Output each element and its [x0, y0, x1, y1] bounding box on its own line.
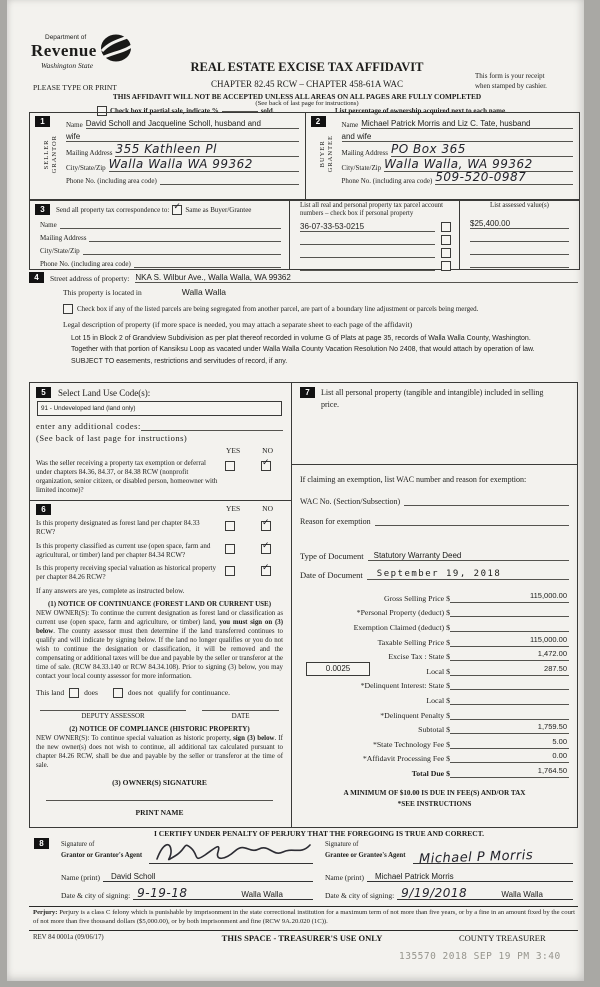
- does-label: does: [84, 688, 98, 698]
- street-address-label: Street address of property:: [50, 274, 130, 283]
- personal-property-field[interactable]: [292, 410, 577, 465]
- land-use-code-select[interactable]: 91 - Undeveloped land (land only): [37, 401, 282, 416]
- deputy-assessor-date-line[interactable]: DATE: [202, 710, 279, 720]
- ownership-note: List percentage of ownership acquired next to each name.: [335, 107, 507, 115]
- affidavit-processing-fee-value[interactable]: 0.00: [450, 751, 569, 763]
- type-of-document-field[interactable]: Statutory Warranty Deed: [368, 551, 569, 561]
- checkmark-icon: ✓: [262, 518, 270, 529]
- assessed-value-field-2[interactable]: [470, 241, 569, 242]
- notice-compliance-text: NEW OWNER(S): To continue special valuation as historic property, sign (3) below. If the new owner(s) does not wish to continue, all additional tax calculated pursuant to chapter 84.26 RCW, shall be due and payable by the seller or transferor at the time of sale.: [36, 734, 283, 769]
- print-name-heading: PRINT NAME: [135, 807, 184, 817]
- parcel-column: [290, 200, 460, 269]
- seller-buyer-section: [29, 112, 580, 201]
- forest-no-checkbox[interactable]: [261, 518, 271, 531]
- excise-tax-state-value[interactable]: 1,472.00: [450, 649, 569, 661]
- grantor-agent-label: Grantor or Grantor's Agent: [61, 851, 143, 859]
- notice-continuance-text: NEW OWNER(S): To continue the current designation as forest land or classification as current use (open space, farm and agriculture, or timber) land, you must sign on (3) below. The county assessor must then determine if the land transferred continues to qualify and will indicate by signing below. If the land no longer qualifies or you do not wish to continue the designation or classification, it will be removed and the compensating or additional taxes will be due and payable by the seller or transferor at the time of sale. (RCW 84.33.140 or RCW 84.34.108). Prior to signing (3) below, you may contact your local county assessor for more information.: [36, 609, 283, 680]
- grantee-signature-block: [325, 840, 573, 900]
- tax-line-personal-property: *Personal Property (deduct) $: [300, 603, 569, 618]
- perjury-note: Perjury: Perjury is a class C felony which is punishable by imprisonment in the state correctional institution for a maximum term of not more than five years, or by a fine in an amount fixed by the court of not more than five thousand dollars ($5,000.00), or by both imprisonment and fine (RCW 9A.20.020 (1C)).: [33, 909, 575, 926]
- legal-description-label: Legal description of property (if more space is needed, you may attach a separate sheet to each page of the affidavit): [63, 320, 413, 329]
- seller-csz-label: City/State/Zip: [66, 164, 106, 172]
- current-use-no-checkbox[interactable]: [261, 540, 271, 554]
- tax-line-delinquent-penalty: *Delinquent Penalty $: [300, 705, 569, 720]
- revenue-swoosh-icon: [99, 32, 133, 66]
- exemption-no-checkbox[interactable]: [261, 458, 271, 471]
- located-in-label: This property is located in: [63, 288, 142, 297]
- parcel-number-field[interactable]: 36-07-33-53-0215: [300, 222, 435, 232]
- taxable-selling-price-value[interactable]: 115,000.00: [450, 635, 569, 647]
- section-4-tab: 4: [29, 272, 44, 283]
- buyer-mailing-field[interactable]: PO Box 365: [391, 142, 573, 157]
- tax-computation-table: [300, 588, 569, 778]
- checkmark-icon: ✓: [262, 562, 270, 573]
- no-header: NO: [262, 446, 273, 455]
- corr-name-field[interactable]: [60, 228, 281, 229]
- assessed-value-field-4[interactable]: [470, 267, 569, 268]
- cashier-stamp: 135570 2018 SEP 19 PM 3:40: [399, 951, 561, 962]
- warning-text: THIS AFFIDAVIT WILL NOT BE ACCEPTED UNLESS ALL AREAS ON ALL PAGES ARE FULLY COMPLETED: [112, 92, 482, 101]
- section-5-tab: 5: [36, 387, 51, 398]
- excise-tax-local-value[interactable]: 287.50: [450, 664, 569, 676]
- buyer-name-label: Name: [341, 121, 359, 129]
- parcel-number-field-3[interactable]: [300, 257, 435, 258]
- checkmark-icon: ✓: [262, 540, 270, 551]
- buyer-name-field[interactable]: Michael Patrick Morris and Liz C. Tate, husband: [361, 119, 573, 129]
- segregated-label: Check box if any of the listed parcels are being segregated from another parcel, are part of a boundary line adjustment or parcels being merged.: [77, 305, 479, 313]
- dor-logo: [31, 34, 133, 70]
- notice-continuance-title: (1) NOTICE OF CONTINUANCE (FOREST LAND OR CURRENT USE): [47, 599, 272, 608]
- correspondence-column: [30, 200, 290, 269]
- corr-mailing-field[interactable]: [89, 241, 281, 242]
- grantee-date-city-field[interactable]: [397, 885, 573, 900]
- assessed-value-field[interactable]: $25,400.00: [470, 219, 569, 229]
- grantee-printed-name-field[interactable]: Michael Patrick Morris: [367, 872, 573, 882]
- qualify-label: qualify for continuance.: [158, 688, 230, 698]
- personal-property-checkbox-1[interactable]: [441, 222, 451, 232]
- total-due-value[interactable]: 1,764.50: [450, 766, 569, 778]
- located-in-field[interactable]: Walla Walla: [181, 287, 226, 297]
- wac-number-label: WAC No. (Section/Subsection): [300, 497, 401, 507]
- section-8-tab: 8: [34, 838, 49, 849]
- assessed-value-column: [460, 200, 579, 269]
- current-use-yes-checkbox[interactable]: [225, 544, 235, 554]
- see-back-note-2: (See back of last page for instructions): [36, 433, 188, 443]
- local-rate-box[interactable]: 0.0025: [306, 662, 370, 676]
- assessed-value-field-3[interactable]: [470, 254, 569, 255]
- grantee-name-print-label: Name (print): [325, 873, 364, 882]
- this-land-label: This land: [36, 688, 65, 698]
- historical-question: Is this property receiving special valuation as historical property per chapter 84.26 RCW?: [36, 563, 217, 581]
- corr-csz-field[interactable]: [83, 254, 281, 255]
- buyer-phone-label: Phone No. (including area code): [341, 177, 433, 185]
- corr-phone-field[interactable]: [134, 267, 281, 268]
- type-or-print-label: PLEASE TYPE OR PRINT: [33, 83, 117, 92]
- certification-section: [29, 828, 578, 907]
- print-name-line[interactable]: [46, 817, 273, 827]
- forest-yes-checkbox[interactable]: [225, 521, 235, 531]
- land-use-section: [30, 383, 292, 827]
- notice-compliance-title: (2) NOTICE OF COMPLIANCE (HISTORIC PROPERTY): [69, 724, 250, 733]
- personal-property-label: List all personal property (tangible and intangible) included in selling price.: [321, 388, 544, 409]
- certify-statement: I CERTIFY UNDER PENALTY OF PERJURY THAT THE FOREGOING IS TRUE AND CORRECT.: [153, 829, 484, 838]
- buyer-mailing-label: Mailing Address: [341, 149, 388, 157]
- tax-line-processing-fee: *Affidavit Processing Fee $ 0.00: [362, 751, 567, 764]
- yes-header: YES: [225, 446, 241, 455]
- seller-csz-field[interactable]: Walla Walla WA 99362: [109, 157, 299, 172]
- personal-property-tax-section: [292, 383, 577, 827]
- section-7-tab: 7: [300, 387, 315, 398]
- footer-divider: [29, 930, 578, 931]
- section-6-tab: 6: [36, 504, 51, 515]
- grantor-signature-field[interactable]: [149, 840, 313, 864]
- subtotal-value[interactable]: 1,759.50: [450, 722, 569, 734]
- personal-property-checkbox-2[interactable]: [441, 235, 451, 245]
- additional-codes-field[interactable]: [141, 430, 283, 431]
- tax-line-total-due: Total Due $ 1,764.50: [411, 765, 567, 778]
- grantor-signature: [153, 839, 313, 867]
- delinquent-interest-local-value[interactable]: [450, 693, 569, 705]
- current-use-question: Is this property classified as current use (open space, farm and agricultural, or timber) land per chapter 84.34 RCW?: [36, 541, 211, 559]
- exemption-claimed-value[interactable]: [450, 620, 569, 632]
- signature-of-label-2: Signature of: [325, 841, 359, 848]
- seller-grantor-side-label: SELLER GRANTOR: [43, 135, 58, 174]
- seller-section: [30, 113, 305, 200]
- grantor-signature-block: [61, 840, 313, 900]
- street-address-field[interactable]: NKA S. Wilbur Ave., Walla Walla, WA 99362: [135, 273, 578, 283]
- buyer-phone-field[interactable]: 509-520-0987: [435, 170, 573, 185]
- county-treasurer-label: COUNTY TREASURER: [459, 933, 546, 943]
- seller-name-field-line2[interactable]: wife: [66, 132, 299, 142]
- section-1-tab: 1: [35, 116, 50, 127]
- buyer-grantee-side-label: BUYER GRANTEE: [318, 135, 334, 173]
- assessed-header: List assessed value(s): [490, 202, 549, 209]
- date-of-document-field[interactable]: September 19, 2018: [367, 569, 569, 580]
- reason-exemption-label: Reason for exemption: [300, 517, 371, 527]
- seller-phone-field[interactable]: [160, 184, 299, 185]
- personal-property-deduct-value[interactable]: [450, 605, 569, 617]
- does-qualify-checkbox[interactable]: [69, 688, 79, 698]
- grantor-signing-city: Walla Walla: [241, 890, 283, 899]
- same-as-buyer-checkbox[interactable]: [172, 201, 182, 215]
- historical-yes-checkbox[interactable]: [225, 566, 235, 576]
- historical-no-checkbox[interactable]: [261, 562, 271, 576]
- grantee-signing-date: 9/19/2018: [401, 886, 468, 900]
- buyer-csz-field[interactable]: Walla Walla, WA 99362: [384, 157, 573, 172]
- revenue-wordmark: Revenue: [31, 41, 97, 60]
- seller-mailing-label: Mailing Address: [66, 149, 113, 157]
- classification-section: [30, 500, 291, 827]
- buyer-section: [305, 113, 580, 200]
- grantee-signing-city: Walla Walla: [501, 890, 543, 899]
- segregated-checkbox[interactable]: [63, 304, 73, 314]
- send-correspondence-label: Send all property tax correspondence to:: [56, 205, 170, 214]
- checkmark-icon: ✓: [173, 201, 181, 212]
- tax-line-excise-local: 0.0025 Local $ 287.50: [300, 661, 569, 676]
- tax-correspondence-section: [29, 199, 580, 270]
- grantor-date-city-field[interactable]: [133, 885, 313, 900]
- section-2-tab: 2: [311, 116, 326, 127]
- grantee-signature: Michael P Morris: [418, 848, 534, 867]
- tax-line-taxable: Taxable Selling Price $ 115,000.00: [377, 634, 567, 647]
- delinquent-interest-state-value[interactable]: [450, 678, 569, 690]
- corr-csz-label: City/State/Zip: [40, 247, 80, 255]
- wac-number-field[interactable]: [404, 505, 569, 506]
- form-title: REAL ESTATE EXCISE TAX AFFIDAVIT: [190, 60, 424, 74]
- grantee-date-city-label: Date & city of signing:: [325, 891, 395, 900]
- grantor-date-city-label: Date & city of signing:: [61, 891, 131, 900]
- exemption-claim-label: If claiming an exemption, list WAC number and reason for exemption:: [300, 475, 527, 485]
- gross-selling-price-value[interactable]: 115,000.00: [450, 591, 569, 603]
- section-3-tab: 3: [35, 204, 50, 215]
- tax-line-subtotal: Subtotal $ 1,759.50: [418, 722, 567, 735]
- same-as-buyer-label: Same as Buyer/Grantee: [185, 205, 252, 214]
- buyer-csz-label: City/State/Zip: [341, 164, 382, 172]
- delinquent-penalty-value[interactable]: [450, 708, 569, 720]
- affidavit-page: [7, 0, 584, 981]
- exemption-yes-checkbox[interactable]: [225, 461, 235, 471]
- owners-signature-heading: (3) OWNER(S) SIGNATURE: [112, 777, 207, 787]
- seller-phone-label: Phone No. (including area code): [66, 177, 157, 185]
- buyer-name-field-line2[interactable]: and wife: [342, 132, 574, 142]
- personal-property-checkbox-3[interactable]: [441, 248, 451, 258]
- grantor-name-print-label: Name (print): [61, 873, 100, 882]
- seller-name-field[interactable]: David Scholl and Jacqueline Scholl, husband and: [86, 119, 299, 129]
- corr-mailing-label: Mailing Address: [40, 234, 87, 242]
- if-any-yes-note: If any answers are yes, complete as instructed below.: [36, 586, 185, 595]
- legal-description-text: Lot 15 in Block 2 of Grandview Subdivision as per plat thereof recorded in volume G of Plats at page 35, records of Walla Walla County, Washington. Together with that portion of Kansiksu Loop as vacated under Walla Walla County Vacation Resolution No 2408, that would attach by operation of law. SUBJECT TO easements, restrictions and servitudes of record, if any.: [71, 335, 535, 365]
- tax-line-excise-state: Excise Tax : State $ 1,472.00: [388, 649, 567, 662]
- partial-sale-label: Check box if partial sale, indicate %: [110, 107, 219, 115]
- owners-signature-line[interactable]: [46, 787, 273, 801]
- does-not-label: does not: [127, 688, 154, 698]
- grantor-printed-name-field[interactable]: David Scholl: [103, 872, 313, 882]
- property-address-section: [29, 270, 578, 368]
- sold-label: sold.: [260, 107, 275, 115]
- seller-name-label: Name: [66, 121, 83, 129]
- checkmark-icon: ✓: [262, 458, 270, 468]
- parcel-number-field-2[interactable]: [300, 244, 435, 245]
- corr-name-label: Name: [40, 221, 57, 229]
- chapter-line: CHAPTER 82.45 RCW – CHAPTER 458-61A WAC: [211, 79, 403, 89]
- parcel-header: List all real and personal property tax parcel account numbers – check box if personal property: [300, 202, 444, 218]
- minimum-fee-note: A MINIMUM OF $10.00 IS DUE IN FEE(S) AND/OR TAX *SEE INSTRUCTIONS: [343, 788, 526, 808]
- receipt-note: This form is your receipt when stamped by cashier.: [475, 72, 547, 91]
- no-header-2: NO: [262, 504, 273, 514]
- yes-header-2: YES: [225, 504, 241, 514]
- forest-land-question: Is this property designated as forest land per chapter 84.33 RCW?: [36, 519, 200, 537]
- tax-line-exemption-claimed: Exemption Claimed (deduct) $: [300, 617, 569, 632]
- state-technology-fee-value[interactable]: 5.00: [450, 737, 569, 749]
- treasurer-space-label: THIS SPACE - TREASURER'S USE ONLY: [221, 933, 383, 943]
- grantor-signing-date: 9-19-18: [137, 886, 188, 900]
- signature-of-label: Signature of: [61, 841, 95, 848]
- exemption-deferral-question: Was the seller receiving a property tax exemption or deferral under chapters 84.36, 84.37, or 84.38 RCW (nonprofit organization, senior citizen, or disabled person, homeowner with limited income)?: [36, 459, 218, 495]
- type-of-document-label: Type of Document: [300, 551, 364, 562]
- tax-line-gross: Gross Selling Price $ 115,000.00: [383, 590, 567, 603]
- seller-mailing-field[interactable]: 355 Kathleen Pl: [115, 142, 298, 157]
- additional-codes-label: enter any additional codes:: [36, 421, 141, 431]
- land-use-title: Select Land Use Code(s):: [58, 387, 151, 398]
- corr-phone-label: Phone No. (including area code): [40, 260, 131, 268]
- see-back-note: (See back of last page for instructions): [255, 100, 359, 107]
- tax-line-delinquent-interest-local: Local $: [300, 690, 569, 705]
- tax-line-delinquent-interest-state: *Delinquent Interest: State $: [300, 676, 569, 691]
- tax-line-tech-fee: *State Technology Fee $ 5.00: [372, 736, 567, 749]
- reason-exemption-field[interactable]: [375, 525, 569, 526]
- does-not-qualify-checkbox[interactable]: [113, 688, 123, 698]
- form-rev-number: REV 84 0001a (09/06/17): [33, 934, 104, 941]
- date-of-document-label: Date of Document: [300, 570, 363, 581]
- grantee-signature-field[interactable]: [413, 840, 573, 867]
- wa-state-label: Washington State: [41, 61, 94, 70]
- deputy-assessor-signature-line[interactable]: DEPUTY ASSESSOR: [40, 710, 186, 720]
- dept-of-label: Department of: [45, 34, 87, 41]
- grantee-agent-label: Grantee or Grantee's Agent: [325, 851, 406, 859]
